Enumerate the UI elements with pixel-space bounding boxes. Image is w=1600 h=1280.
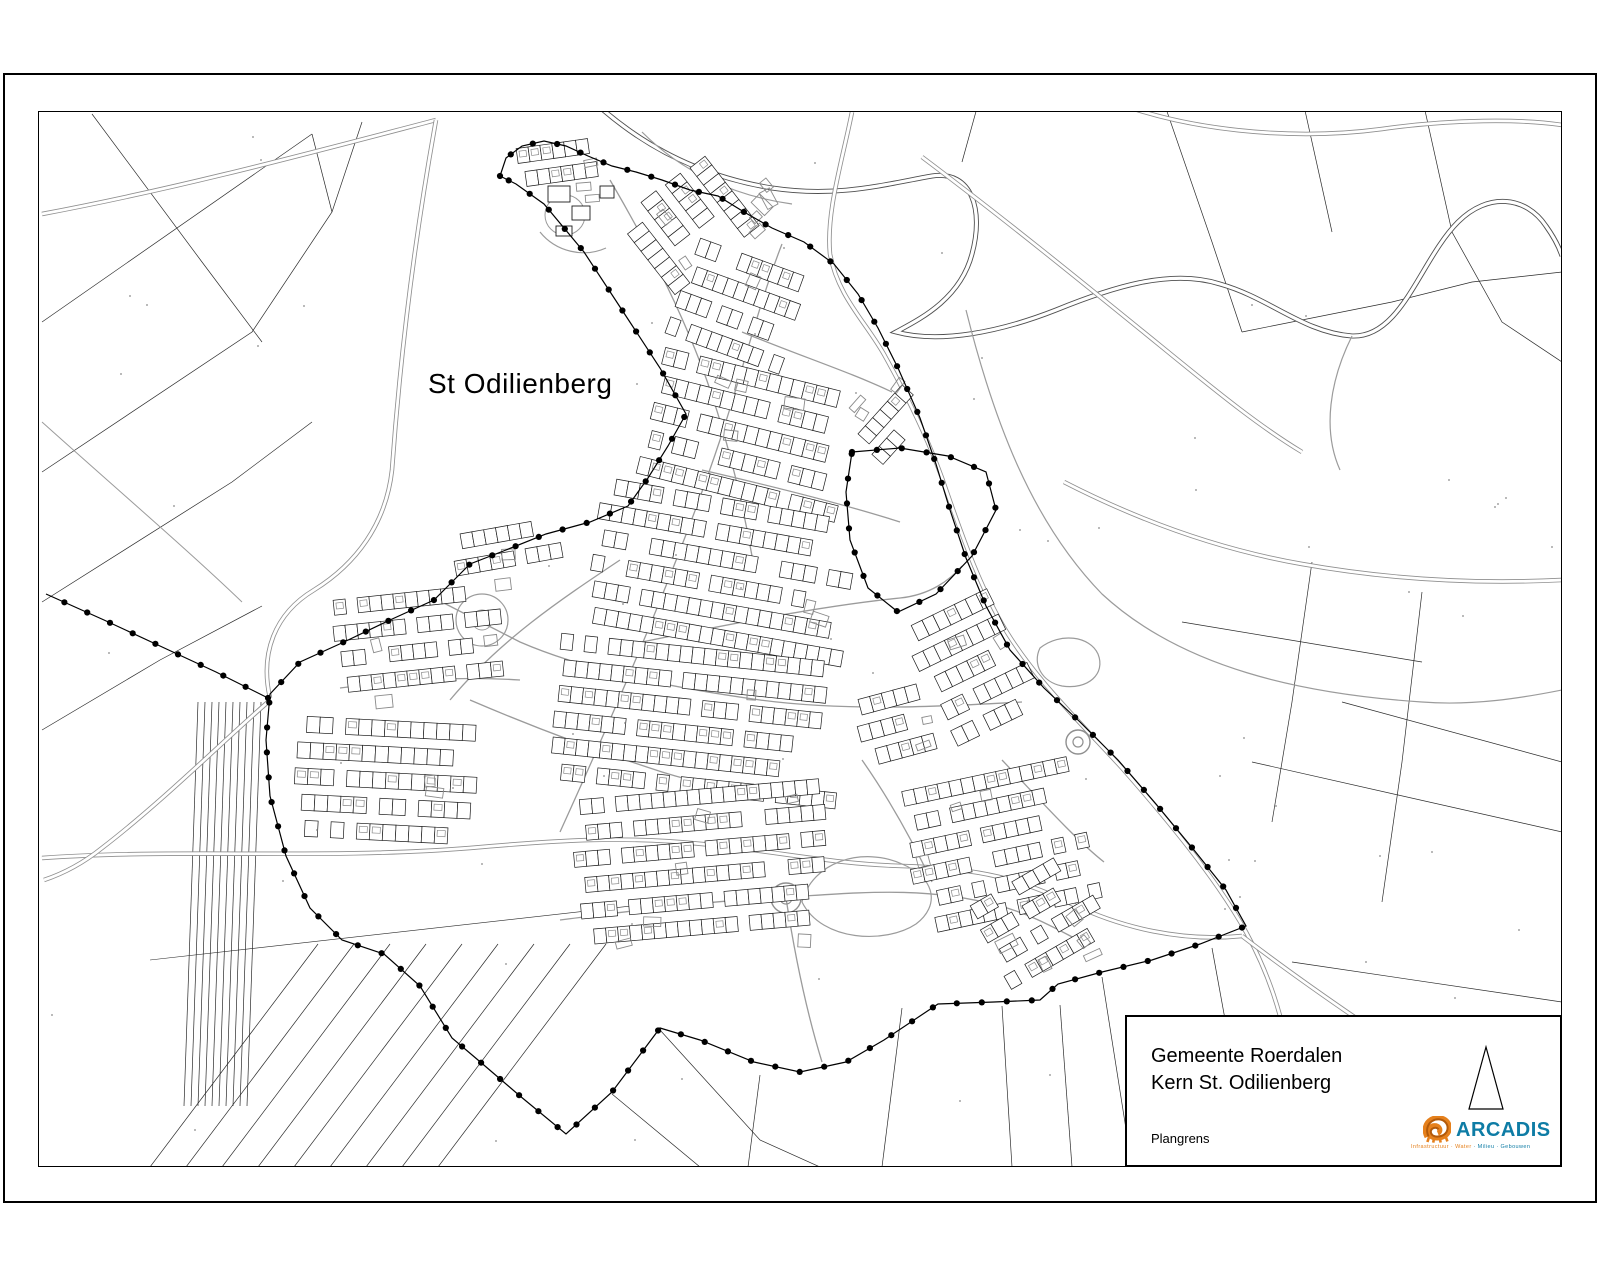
arcadis-tagline — [1411, 1144, 1561, 1150]
title-line-1: Gemeente Roerdalen — [1151, 1045, 1343, 1067]
map-frame — [38, 111, 1562, 1167]
place-label: St Odilienberg — [428, 368, 613, 399]
arcadis-tagline-left: Infrastructuur · Water — [1411, 1144, 1472, 1150]
title-line-2: Kern St. Odilienberg — [1151, 1072, 1332, 1094]
arcadis-logo — [1411, 1116, 1561, 1150]
arcadis-wordmark: ARCADIS — [1456, 1118, 1551, 1141]
legend-label-plangrens: Plangrens — [1151, 1131, 1210, 1146]
title-block — [1125, 1015, 1562, 1167]
north-arrow-icon — [1462, 1043, 1510, 1115]
arcadis-tagline-right: · Milieu · Gebouwen — [1471, 1144, 1531, 1150]
arcadis-salamander-icon — [1423, 1116, 1451, 1143]
